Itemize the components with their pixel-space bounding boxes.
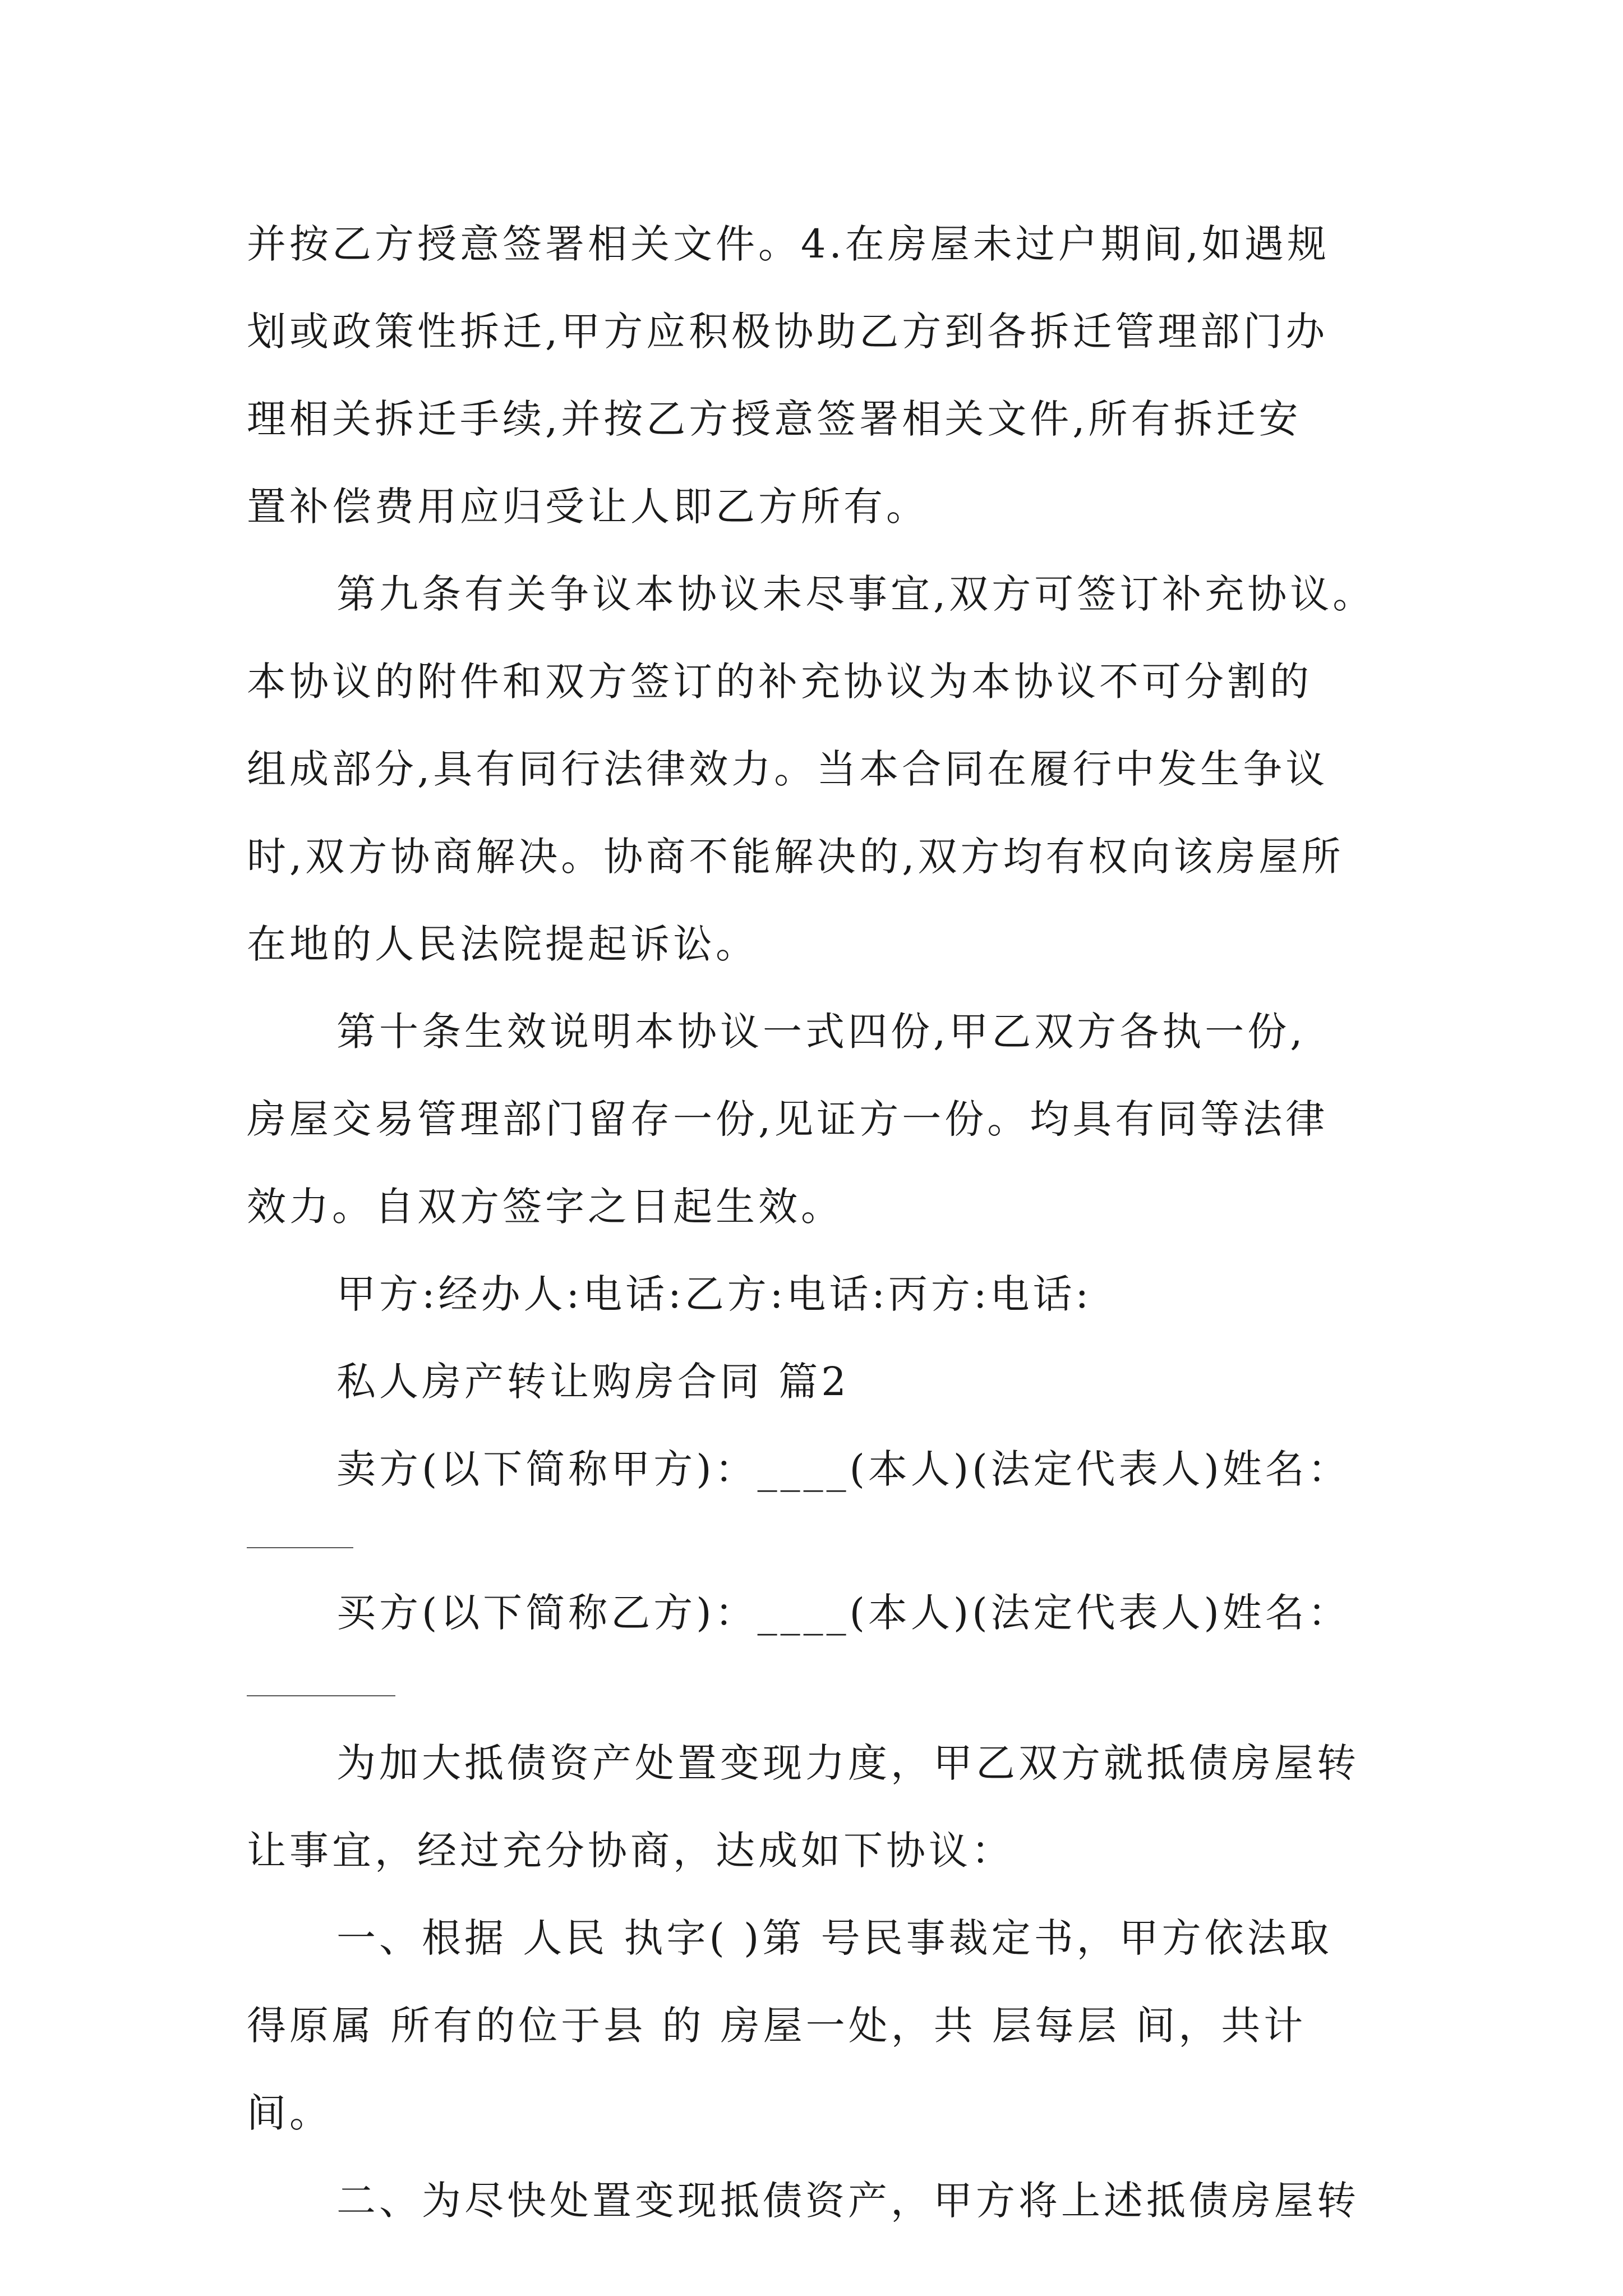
text-line: 划或政策性拆迁,甲方应积极协助乙方到各拆迁管理部门办 — [247, 309, 1329, 355]
seller-line: 卖方(以下简称甲方)：____(本人)(法定代表人)姓名： — [336, 1446, 1350, 1492]
paragraph-first-line: 为加大抵债资产处置变现力度，甲乙双方就抵债房屋转 — [336, 1740, 1359, 1786]
text-line: 让事宜，经过充分协商，达成如下协议： — [247, 1828, 1014, 1874]
buyer-name-blank — [247, 1695, 395, 1696]
paragraph-first-line: 一、根据 人民 执字( )第 号民事裁定书，甲方依法取 — [336, 1915, 1332, 1961]
paragraph-first-line: 第十条生效说明本协议一式四份,甲乙双方各执一份, — [336, 1009, 1306, 1055]
text-line: 得原属 所有的位于县 的 房屋一处，共 层每层 间，共计 — [247, 2003, 1307, 2049]
text-line: 置补偿费用应归受让人即乙方所有。 — [247, 484, 929, 530]
buyer-line: 买方(以下简称乙方)：____(本人)(法定代表人)姓名： — [336, 1590, 1350, 1636]
seller-name-blank — [247, 1547, 353, 1548]
paragraph-first-line: 第九条有关争议本协议未尽事宜,双方可签订补充协议。 — [336, 571, 1376, 617]
text-line: 本协议的附件和双方签订的补充协议为本协议不可分割的 — [247, 659, 1312, 705]
text-line: 理相关拆迁手续,并按乙方授意签署相关文件,所有拆迁安 — [247, 396, 1302, 442]
text-line: 时,双方协商解决。协商不能解决的,双方均有权向该房屋所 — [247, 834, 1344, 880]
text-line: 并按乙方授意签署相关文件。4.在房屋未过户期间,如遇规 — [247, 221, 1330, 267]
text-line: 间。 — [247, 2090, 332, 2136]
text-line: 效力。自双方签字之日起生效。 — [247, 1184, 843, 1230]
paragraph-first-line: 二、为尽快处置变现抵债资产，甲方将上述抵债房屋转 — [336, 2178, 1359, 2224]
text-line: 在地的人民法院提起诉讼。 — [247, 921, 758, 967]
text-line: 组成部分,具有同行法律效力。当本合同在履行中发生争议 — [247, 746, 1329, 792]
section-heading: 私人房产转让购房合同 篇2 — [336, 1359, 850, 1405]
text-line: 房屋交易管理部门留存一份,见证方一份。均具有同等法律 — [247, 1096, 1329, 1142]
signature-line: 甲方:经办人:电话:乙方:电话:丙方:电话: — [336, 1271, 1092, 1317]
